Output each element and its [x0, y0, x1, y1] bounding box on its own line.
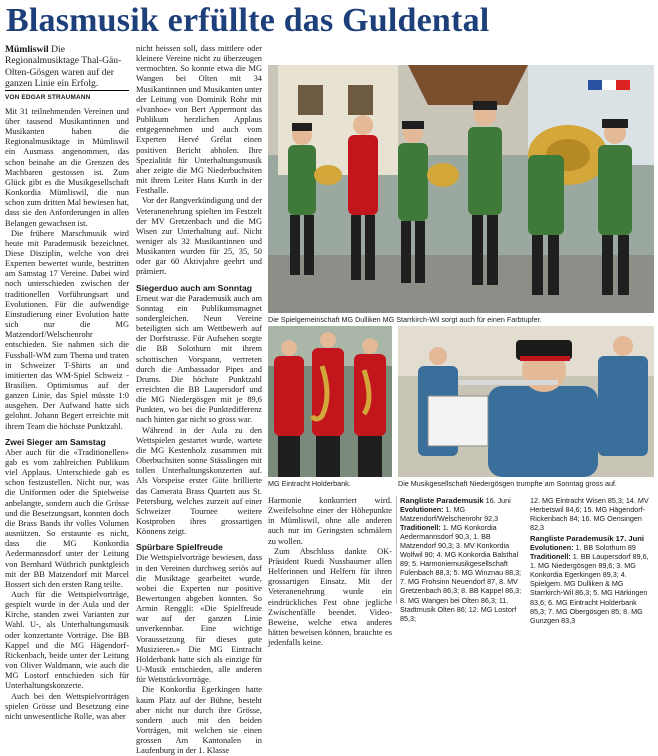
evolutions-result: 1. BB Solothurn 89: [575, 543, 636, 553]
caption-top-photo: Die Spielgemeinschaft MG Dulliken MG Starrkirch-Wil sorgt auch für einen Farbtupfer.: [268, 315, 542, 324]
article-column-1: [5, 44, 129, 722]
paragraph: Auch bei den Wettspielvorträgen spielen Grösse und Besetzung eine nicht unwesentliche Rolle, was aber: [5, 691, 129, 721]
lead: [5, 44, 129, 90]
results-sunday: [530, 496, 654, 625]
article-column-3: [268, 496, 392, 648]
paragraph: Die Konkordia Egerkingen hatte kaum Platz auf der Bühne, besteht aber nicht nur durch ihre Grösse, sondern auch mit den beiden Vorträgen, mit welchen sie einen grossen Am Kantonalen in Laufenburg in der 1. Klasse: [136, 685, 262, 756]
photo-holderbank-image: [268, 326, 392, 477]
results-saturday-date: 16. Juni: [485, 496, 511, 505]
results-sunday-heading: Rangliste Parademusik 17. Juni: [530, 534, 644, 544]
subheading-saturday: Zwei Sieger am Samstag: [5, 436, 106, 447]
results-saturday: [400, 496, 526, 623]
evolutions-label: Evolutionen:: [530, 543, 574, 553]
lead-place: Mümliswil: [5, 44, 49, 55]
paragraph: Während in der Aula zu den Wettspielen gestartet wurde, wartete die MG Kestenholz zusammen mit Oberbuchsiten sonne Stässlingen mit tollen Unterhaltungskonzerten auf. Als Vorspeise erster Güte brillierte das Camerata Brass Quartett aus St. Petersburg, welches zurzeit auf einer Schweizer Tournee weitere Kostproben ihres grossartigen Könnens zeigt.: [136, 425, 262, 537]
paragraph: Zum Abschluss dankte OK-Präsident Ruedi Nussbaumer allen Helferinnen und Helfern für ihren grossartigen Einsatz. Mit der Veteranenehrung wurde ein eindrückliches Fest ohne jegliche Zwischenfälle beendet. Video-Beweise, welche etwa anderes hätten beweisen können, brauchte es jedenfalls keine.: [268, 546, 392, 648]
paragraph: nicht heissen soll, dass mittlere oder kleinere Vereine nicht zu überzeugen vermochten. So konnte etwa die MG Wangen bei Olten mit 34 Musikantinnen und Musikanten unter der Leitung von Dominik Rohr mit «Ivanhoe» von Bert Appermont das Publikum herzlichen Applaus entgegennehmen und auch vom Experten Hervé Grélat einen positiven Bericht abholen. Ihre Spezialität für Unterhaltungsmusik aber zeigte die MG Niederbuchsiten mit ihrem Leiter Hans Kurth in der Festhalle.: [136, 44, 262, 196]
photo-marching-band: [268, 65, 654, 313]
paragraph: Mit 31 teilnehmenden Vereinen und über tausend Musikantinnen und Musikanten haben die Regionalmusiktage in Mümliswil ein Ausmass angenommen, das schon beinahe an die Grenzen des Machbaren gestossen ist. Zum Glück gibt es die Musikgesellschaft Konkordia Mümliswil, die nun schon zum dritten Mal bewiesen hat, dass sie den Anforderungen in allen Belangen gewachsen ist.: [5, 106, 129, 228]
paragraph: Aber auch für die «Traditionellen» gab es vom zahlreichen Publikum viel Applaus. Unterschiede gab es schon festzustellen. Nicht nur, was die Uniformen oder die Spielweise anbelangte, sondern auch die Grösse und die Besetzungsart, konnten doch die Brass Bands ihr volles Volumen ausnützen. So erstaunte es nicht, dass die MG Konkordia Aedermannsdorf unter der Leitung von Bernhard Wüthrich punktgleich mit der BB Matzendorf mit Marcel Bossert sich den ersten Rang teilte.: [5, 447, 129, 589]
subheading-sunday: Siegerduo auch am Sonntag: [136, 282, 253, 293]
results-saturday-continued: 12. MG Eintracht Wisen 85,3; 14. MV Herbetswil 84,6; 15. MG Hägendorf-Rickenbach 84; 16. MG Oensingen 82,3: [530, 496, 649, 533]
paragraph: Die Wettspielvorträge bewiesen, dass in den Vereinen durchweg seriös auf die Musiktage gearbeitet wurde, wobei die Experten nur positive Bewertungen abgeben konnten. So Armin Renggli: «Die Spielfreude war auf der ganzen Linie unverkennbar. Eine wichtige Voraussetzung für dieses gute Musizieren.» Die MG Eintracht Holderbank hatte sich als einzige für U-Musik entschieden, alle anderen für Wettstückvorträge.: [136, 553, 262, 685]
paragraph: Auch für die Wettspielvorträge, gespielt wurde in der Aula und der Kirche, standen zwei Varianten zur Wahl. U-, als Unterhaltungsmusik oder konzertante Vorträge. Die BB Kappel und die MG Hägendorf-Rickenbach, beide unter der Leitung von Oliver Waldmann, wie auch die MG Lostorf entschieden sich für Unterhaltungskonzerte.: [5, 589, 129, 691]
traditional-result: 1. MG Konkordia Aedermannsdorf 90,3, 1. BB Matzendorf 90,3; 3. MV Konkordia Wolfwil 90; 4. MG Konkordia Balsthal 89; 5. Harmoniemusikgesellschaft Fulenbach 88,3; 5. MG Winznau 88,3; 7. MG Frohsinn Neuendorf 87, 8. MV Gretzenbach 86,3; 8. BB Kappel 86,3; 8. MG Wangen bei Olten 86,3; 11. Stadtmusik Olten 86; 12. MG Lostorf 85,3;: [400, 523, 522, 623]
paragraph: Erneut war die Parademusik auch am Sonntag ein Publikumsmagnet sondergleichen. Neun Vereine beteiligten sich am Wettbewerb auf der Dorfstrasse. Für Aufsehen sorgte die BB Solothurn mit ihrem schottischen Vorspann, vertreten durch die Ambassador Pipes and Drums. Die höchste Punktzahl erreichten die BB Laupersdorf und die MG Niedergösgen mit je 89,6 Punkten, wo bei die Punktedifferenz nach hinten gar nicht so gross war.: [136, 293, 262, 425]
traditional-label: Traditionell:: [400, 523, 441, 533]
column-divider: [396, 496, 397, 604]
lead-text: Die Regionalmusiktage Thal-Gäu-Olten-Gösgen waren auf der ganzen Linie ein Erfolg.: [5, 44, 122, 90]
paragraph: Vor der Rangverkündigung und der Veteranenehrung spielten im Festzelt der MV Gretzenbach und die MG Wisen zur Unterhaltung auf. Nicht weniger als 32 Musikantinnen und Musikanten wurden für 25, 35, 50 oder gar 60 Aktivjahre geehrt und prämiert.: [136, 196, 262, 277]
author: VON EDGAR STRAUMANN: [5, 90, 129, 103]
article-column-2: [136, 44, 262, 756]
caption-right-photo: Die Musikgesellschaft Niedergösgen trumpfte am Sonntag gross auf.: [398, 479, 617, 488]
paragraph: Die frühere Marschmusik wird heute mit Parademusik bezeichnet. Diese Disziplin, welche von drei Experten bewertet wurde, bestritten am Samstag 17 Vereine. Dabei wird noch unterschieden zwischen der traditionellen Vorführungsart und Evolutionen. Für die aufwendige Einstudierung einer Evolution hatte sich nur die MG Matzendorf/Welschenrohr entschieden. Sie nahmen sich die Fussball-WM zum Thema und traten in Schweizer T-Shirts an und imitierten das WM-Spiel Schweiz - Brasilien. Optimismus auf der ganzen Linie, das Spiel müsste 1:0 ausgehen. Der Aufwand hatte sich gelohnt. Johann Begert erreichte mit ihrem Team die höchste Punktzahl.: [5, 228, 129, 431]
headline: Blasmusik erfüllte das Guldental: [6, 2, 490, 39]
traditional-result: 1. BB Laupersdorf 89,6, 1. MG Niedergösgen 89,6; 3. MG Konkordia Egerkingen 89,3; 4. Spielgem. MG Dulliken & MG Starrkirch-Wil 86,3; 5. MG Härkingen 83,6; 6. MG Eintracht Holderbank 85,3; 7. MG Obergösgen 85; 8. MG Gunzgen 83,3: [530, 552, 649, 625]
evolutions-label: Evolutionen:: [400, 505, 444, 515]
evolutions-result: 1. MG Matzendorf/Welschenrohr 92,3: [400, 505, 499, 524]
subheading-spielfreude: Spürbare Spielfreude: [136, 542, 223, 553]
results-saturday-heading: Rangliste Parademusik: [400, 496, 484, 505]
caption-left-photo: MG Eintracht Holderbank.: [268, 479, 351, 488]
paragraph: Harmonie konkurriert wird. Zweifelsohne einer der Höhepunkte in Mümliswil, ohne alle anderen auch nur im Geringsten schmälern zu wollen.: [268, 496, 392, 546]
photo-niedergoesgen: [398, 326, 654, 477]
traditional-label: Traditionell:: [530, 552, 571, 562]
